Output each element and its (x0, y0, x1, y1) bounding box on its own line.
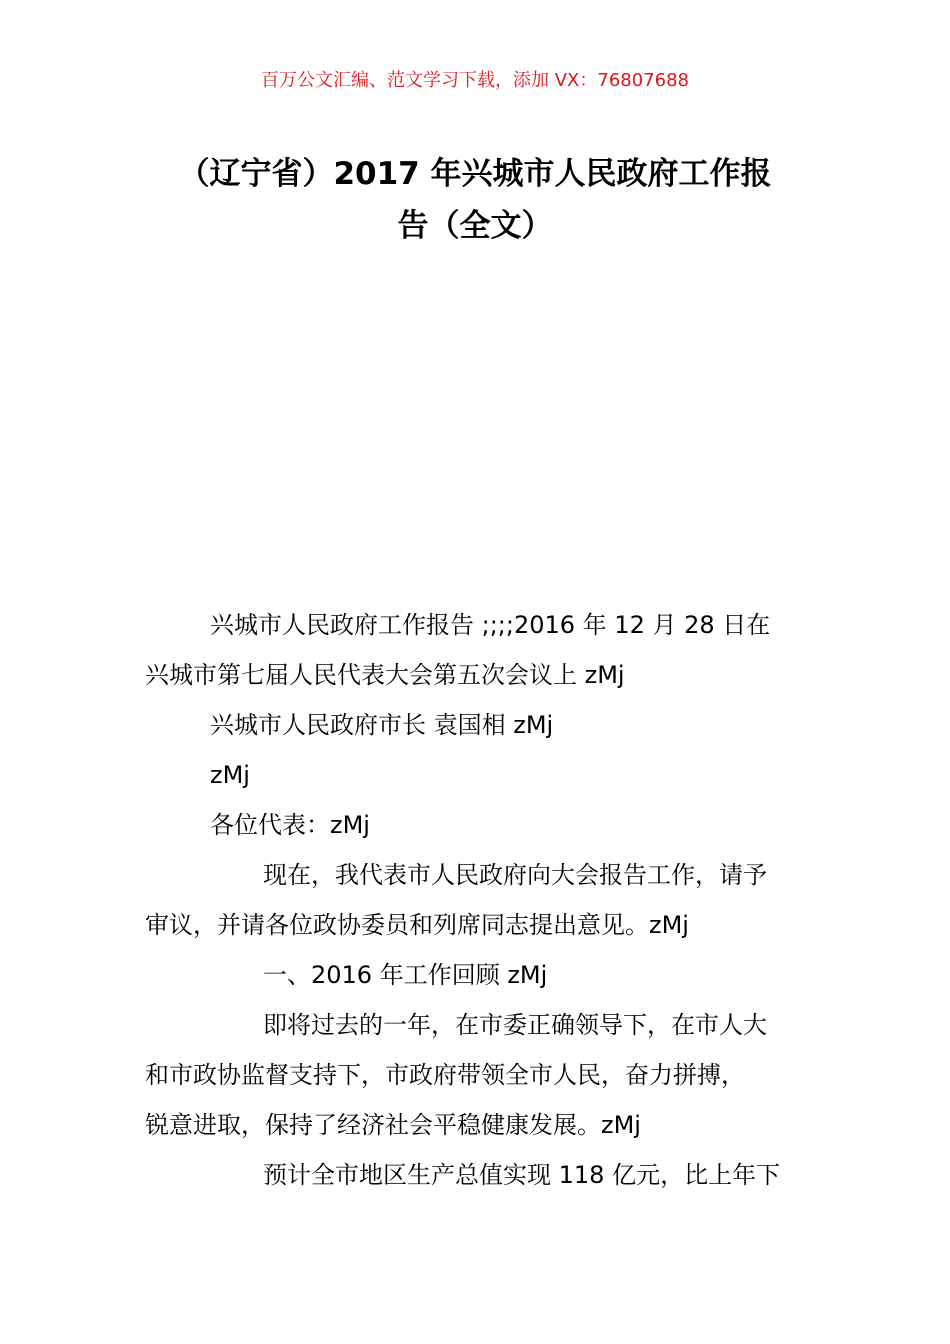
title-line-2: 告（全文） (397, 208, 553, 244)
document-title (140, 148, 810, 252)
paragraph-salutation (145, 800, 810, 850)
document-body (145, 600, 810, 1200)
paragraph-line: 即将过去的一年，在市委正确领导下，在市人大 (263, 1011, 767, 1039)
paragraph-line: 一、2016 年工作回顾 zMj (263, 961, 548, 989)
paragraph-blank-marker (145, 750, 810, 800)
header-note: 百万公文汇编、范文学习下载，添加 VX：76807688 (261, 70, 689, 91)
paragraph-line: 锐意进取，保持了经济社会平稳健康发展。zMj (145, 1111, 641, 1139)
paragraph-line: 和市政协监督支持下，市政府带领全市人民，奋力拼搏， (145, 1061, 745, 1089)
paragraph-line: 兴城市人民政府工作报告 ;;;;2016 年 12 月 28 日在 (210, 611, 771, 639)
title-line-1: （辽宁省）2017 年兴城市人民政府工作报 (178, 156, 772, 192)
paragraph-line: 兴城市第七届人民代表大会第五次会议上 zMj (145, 661, 625, 689)
paragraph-mayor (145, 700, 810, 750)
paragraph-line: 现在，我代表市人民政府向大会报告工作，请予 (263, 861, 767, 889)
paragraph-report-info (145, 600, 810, 700)
paragraph-intro (145, 850, 810, 950)
paragraph-review (145, 1000, 810, 1150)
paragraph-line: 审议，并请各位政协委员和列席同志提出意见。zMj (145, 911, 689, 939)
paragraph-line: zMj (210, 761, 250, 789)
paragraph-gdp (145, 1150, 810, 1200)
section-heading (145, 950, 810, 1000)
paragraph-line: 兴城市人民政府市长 袁国相 zMj (210, 711, 554, 739)
paragraph-line: 各位代表：zMj (210, 811, 370, 839)
paragraph-line: 预计全市地区生产总值实现 118 亿元，比上年下 (263, 1161, 781, 1189)
